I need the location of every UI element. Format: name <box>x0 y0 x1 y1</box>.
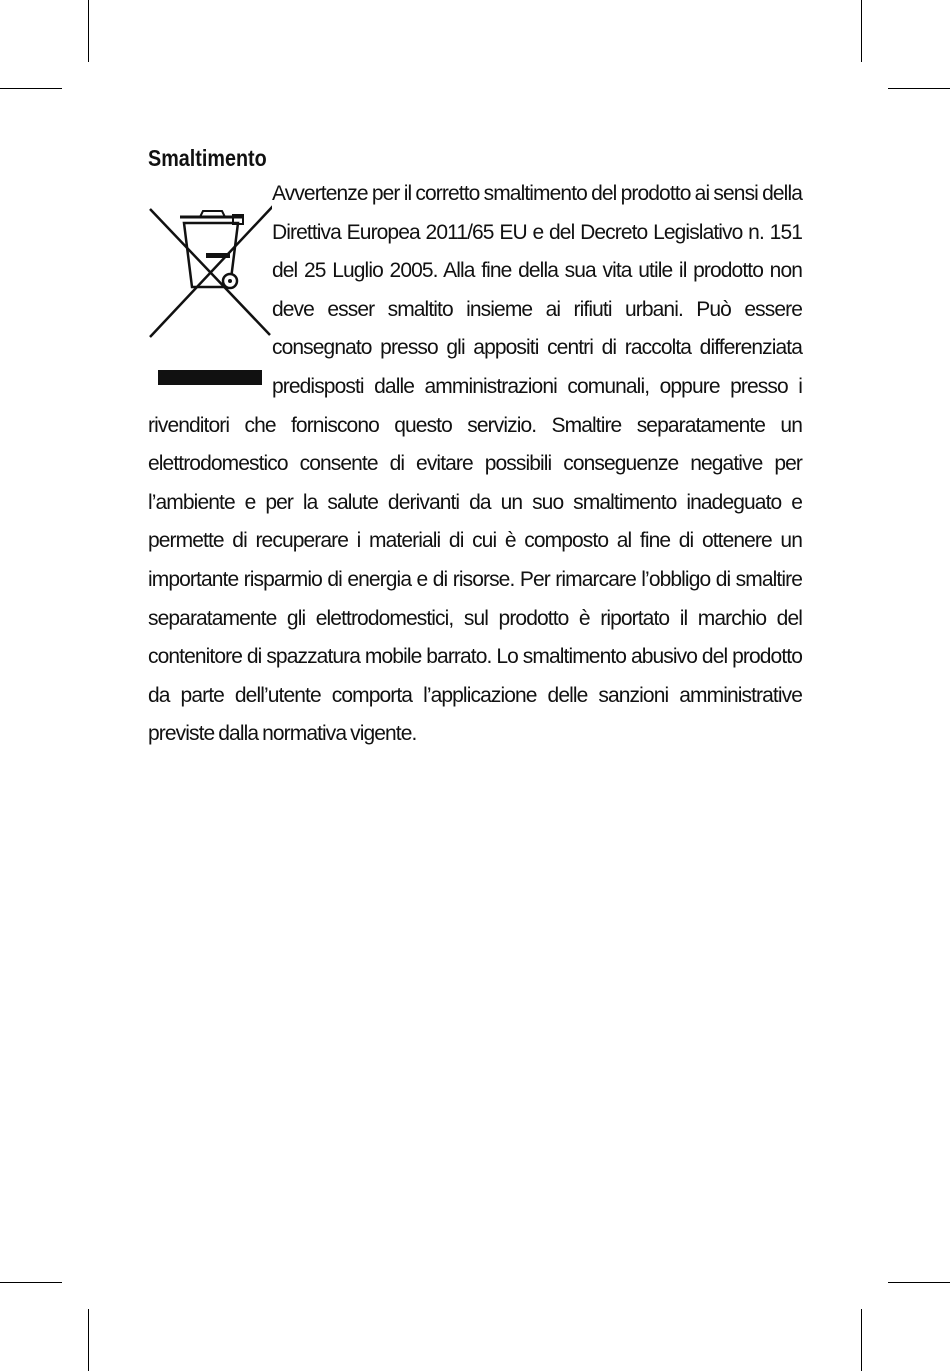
crop-mark-top-left-h <box>0 88 62 89</box>
bin-underline-bar <box>158 370 262 385</box>
crop-mark-bottom-right <box>861 1309 862 1371</box>
crop-mark-bottom-left-h <box>0 1282 62 1283</box>
crop-mark-top-right <box>861 0 862 62</box>
crop-mark-bottom-right-h <box>888 1282 950 1283</box>
disposal-body-text: Avvertenze per il corretto smaltimento del prodotto ai sensi della Direttiva Europea 2011/65 EU e del Decreto Legislativo n. 151 del 25 Luglio 2005. Alla fine della sua vita utile il prodotto non deve esser smaltito insieme ai rifiuti urbani. Può essere consegnato presso gli appositi centri di raccolta differenziata predisposti dalle amministrazioni comunali, oppure presso i rivenditori che forniscono questo servizio. Smaltire separatamente un elettrodomestico consente di evitare possibili conseguenze negative per l’ambiente e per la salute derivanti da un suo smaltimento inadeguato e permette di recuperare i materiali di cui è composto al fine di ottenere un importante risparmio di energia e di risorse. Per rimarcare l’obbligo di smaltire separatamente gli elettrodomestici, sul prodotto è riportato il marchio del contenitore di spazzatura mobile barrato. Lo smaltimento abusivo del prodotto da parte dell’utente comporta l’applicazione delle sanzioni amministrative previste dalla normativa vigente. <box>148 182 802 746</box>
disposal-section <box>148 143 802 754</box>
crop-mark-top-right-h <box>888 88 950 89</box>
section-title: Smaltimento <box>148 145 267 171</box>
crop-mark-top-left <box>88 0 89 62</box>
crop-mark-bottom-left <box>88 1309 89 1371</box>
crossed-out-wheelie-bin-icon <box>148 175 272 369</box>
